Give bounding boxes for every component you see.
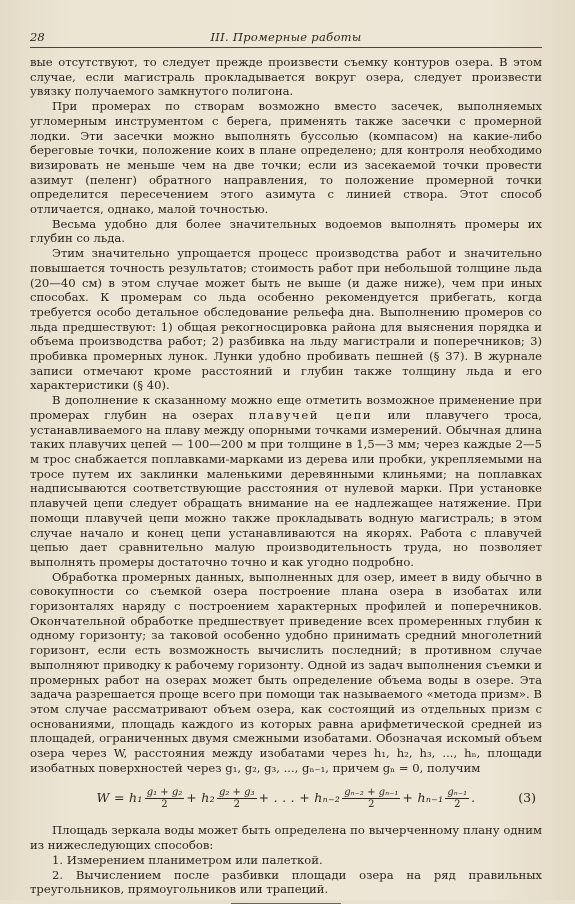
floating-chain-after: или плавучего троса, устанавливаемого на плаву между опорными точками измерений. Обычная длина таких плавучих цепей — 100—200 м при толщине в 1,5—3 мм; через каждые 2—5 м трос снабжается поплавками-марками из дерева или пробки, укрепляемыми на тросе путем их заклинки маленькими деревянными клиньями; на поплавках надписываются соответствующие расстояния от нулевой марки. При установке плавучей цепи следует обращать внимание на ее надлежащее натяжение. При помощи плавучей цепи можно также прокладывать водную магистраль; в этом случае начало и конец цепи устанавливаются на якорях. Работа с плавучей цепью дает сравнительно малую производительность труда, но позволяет выполнять промеры достаточно точно и как угодно подробно. — [30, 407, 542, 569]
floating-chain-before: В дополнение к сказанному можно еще отметить возможное применение при промерах глубин на озерах — [30, 393, 542, 422]
paragraph-processing: Обработка промерных данных, выполненных для озер, имеет в виду обычно в совокупности со съемкой озера построение плана озера в изобатах или горизонталях наряду с построением характерных профилей и поперечников. Окончательной обработке предшествует приведение всех промеренных глубин к одному горизонту; за таковой особенно удобно принимать средний многолетний горизонт, если есть возможность вычислить последний; в противном случае выполняют приводку к рабочему горизонту. Одной из задач выполнения съемки и промерных работ на озерах может быть определение объема воды в озере. Эта задача разрешается проще всего при помощи так называемого «метода призм». В этом случае рассматривают объем озера, как состоящий из отдельных призм с основаниями, площадь каждого из которых равна арифметической средней из площадей, ограниченных двумя смежными изобатами. Обозначая искомый объем озера через W, расстояния между изобатами через h₁, h₂, h₃, ..., hₙ, площади изобатных поверхностей через g₁, g₂, g₃, ..., gₙ₋₁, причем gₙ = 0, получим — [30, 569, 542, 775]
paragraph-ice-details: Этим значительно упрощается процесс производства работ и значительно повышается точность результатов; стоимость работ при небольшой толщине льда (20—40 см) в этом случае может быть не выше (и даже ниже), чем при иных способах. К промерам со льда особенно рекомендуется прибегать, когда требуется особо детальное обследование рельефа дна. Выполнению промеров со льда предшествуют: 1) общая рекогносцировка района для выяснения порядка и объема производства работ; 2) разбивка на льду магистрали и поперечников; 3) пробивка промерных лунок. Лунки удобно пробивать пешней (§ 37). В журнале записи отмечают кроме расстояний и глубин также толщину льда и его характеристики (§ 40). — [30, 246, 542, 393]
floating-chain-term: плавучей цепи — [248, 407, 373, 422]
list-item: 2. Вычислением после разбивки площади озера на ряд правильных треугольников, прямоугольников или трапеций. — [30, 867, 542, 897]
fraction-4-numerator: gₙ₋₁ — [447, 786, 468, 798]
formula-fraction-3 — [342, 787, 400, 810]
fraction-4-denominator: 2 — [454, 798, 461, 810]
fraction-2-denominator: 2 — [233, 798, 240, 810]
fraction-3-numerator: gₙ₋₂ + gₙ₋₁ — [344, 786, 399, 798]
formula-fraction-4 — [445, 787, 469, 810]
fraction-1-numerator: g₁ + g₂ — [146, 786, 183, 798]
volume-formula — [30, 781, 542, 815]
page-number: 28 — [30, 30, 45, 44]
formula-term-h2: + h₂ — [186, 790, 215, 806]
fraction-2-numerator: g₂ + g₃ — [218, 786, 255, 798]
paragraph-ice-intro: Весьма удобно для более значительных водоемов выполнять промеры их глубин со льда. — [30, 216, 542, 246]
formula-lhs: W = h₁ — [96, 790, 143, 806]
fraction-1-denominator: 2 — [161, 798, 168, 810]
equation-number: (3) — [518, 790, 536, 806]
paragraph-area: Площадь зеркала воды может быть определена по вычерченному плану одним из нижеследующих способов: — [30, 823, 542, 853]
list-item: 1. Измерением планиметром или палеткой. — [52, 852, 323, 867]
paragraph-continuation: вые отсутствуют, то следует прежде произвести съемку контуров озера. В этом случае, если магистраль прокладывается вокруг озера, следует произвести увязку получаемого замкнутого полигона. — [30, 55, 542, 99]
page-header — [30, 30, 542, 48]
formula-ellipsis-term: + . . . + hₙ₋₂ — [258, 790, 341, 806]
formula-term-hn1: + hₙ₋₁ — [402, 790, 444, 806]
fraction-3-denominator: 2 — [368, 798, 375, 810]
formula-end: . — [471, 790, 476, 806]
formula-fraction-2 — [217, 787, 257, 810]
method-list — [30, 853, 542, 897]
paragraph-floating-chain — [30, 393, 542, 569]
paragraph-sightings: При промерах по створам возможно вместо засечек, выполняемых угломерным инструментом с берега, применять также засечки с промерной лодки. Эти засечки можно выполнять буссолью (компасом) на какие-либо береговые точки, положение коих в плане определено; для контроля необходимо визировать не меньше чем на две точки; если из засекаемой точки провести азимут (пеленг) обратного направления, то положение промерной точки определится пересечением этого азимута с линией створа. Этот способ отличается, однако, малой точностью. — [30, 99, 542, 217]
running-title: III. Промерные работы — [210, 30, 362, 44]
page-body — [30, 55, 542, 904]
formula-fraction-1 — [145, 787, 185, 810]
